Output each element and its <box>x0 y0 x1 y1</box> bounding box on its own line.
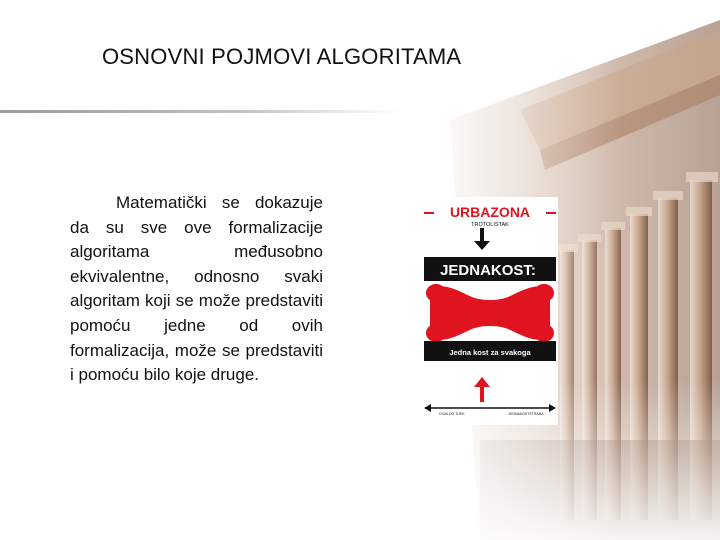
logo-footer-left: DIJALOG TIJEK <box>439 412 465 416</box>
slide-title: OSNOVNI POJMOVI ALGORITAMA <box>102 44 462 69</box>
logo-brand-text: URBAZONA <box>449 204 531 220</box>
logo-slogan-text: Jedna kost za svakoga <box>449 348 531 357</box>
title-underline <box>0 110 400 113</box>
logo-footer-right: JEDNAKOSTSTRANA <box>508 412 544 416</box>
logo-tagline-text: TROTOLISTAK <box>471 222 509 228</box>
body-paragraph: Matematički se dokazuje da su sve ove formalizacije algoritama međusobno ekvivalentne, odnosno svaki algoritam koji se može predstaviti pomoću jedne od ovih formalizacija, može se predstaviti i pomoću bilo koje druge. <box>70 193 323 385</box>
urbazona-logo-image <box>422 197 558 425</box>
logo-headline-text: JEDNAKOST: <box>440 262 536 279</box>
